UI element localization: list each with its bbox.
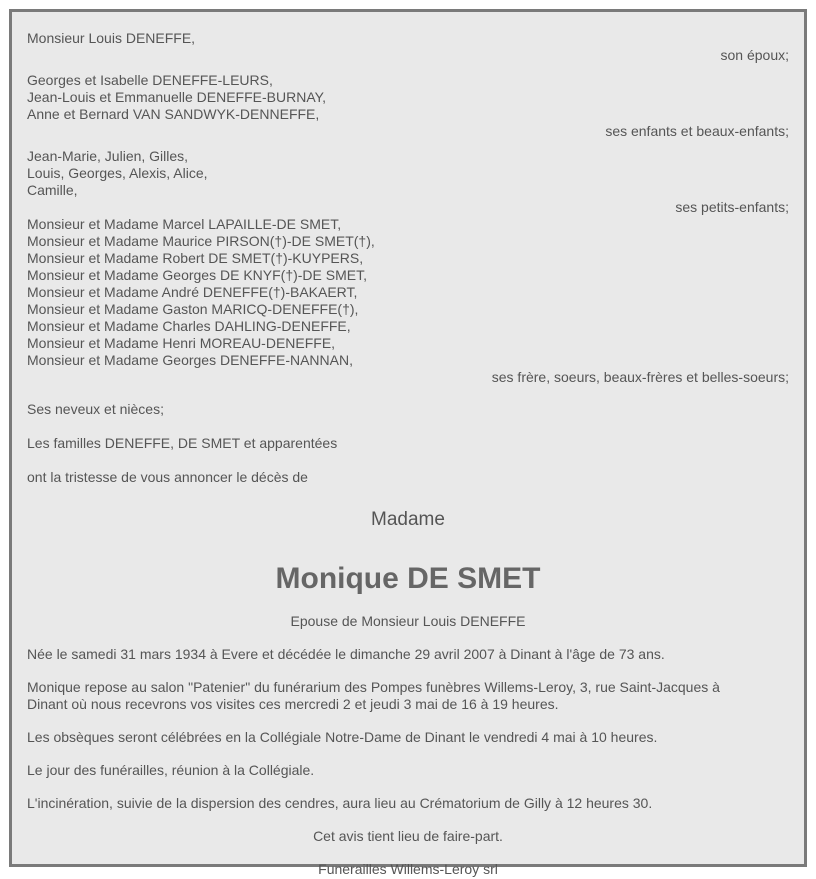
notice-content	[27, 30, 789, 878]
sibling-name: Monsieur et Madame Robert DE SMET(†)-KUYPERS,	[27, 250, 364, 266]
grandchild-names: Camille,	[27, 182, 78, 198]
repose-line: Monique repose au salon "Patenier" du funérarium des Pompes funèbres Willems-Leroy, 3, rue Saint-Jacques à	[27, 679, 720, 695]
obseques-line: Les obsèques seront célébrées en la Collégiale Notre-Dame de Dinant le vendredi 4 mai à 10 heures.	[27, 729, 658, 745]
spouse-section	[27, 30, 789, 64]
repose-line: Dinant où nous recevrons vos visites ces mercredi 2 et jeudi 3 mai de 16 à 19 heures.	[27, 696, 559, 712]
sibling-name: Monsieur et Madame Marcel LAPAILLE-DE SMET,	[27, 216, 342, 232]
children-section	[27, 72, 789, 140]
child-name: Jean-Louis et Emmanuelle DENEFFE-BURNAY,	[27, 89, 327, 105]
spouse-of-line: Epouse de Monsieur Louis DENEFFE	[290, 613, 526, 629]
grandchild-names: Louis, Georges, Alexis, Alice,	[27, 165, 208, 181]
birth-death-line: Née le samedi 31 mars 1934 à Evere et décédée le dimanche 29 avril 2007 à Dinant à l'âge de 73 ans.	[27, 646, 665, 662]
incineration-line: L'incinération, suivie de la dispersion des cendres, aura lieu au Crématorium de Gilly à 12 heures 30.	[27, 795, 653, 811]
grandchild-names: Jean-Marie, Julien, Gilles,	[27, 148, 189, 164]
sibling-name: Monsieur et Madame Maurice PIRSON(†)-DE SMET(†),	[27, 233, 375, 249]
sibling-name: Monsieur et Madame Georges DE KNYF(†)-DE SMET,	[27, 267, 367, 283]
sibling-name: Monsieur et Madame André DENEFFE(†)-BAKAERT,	[27, 284, 358, 300]
grandchildren-relation: ses petits-enfants;	[675, 199, 789, 215]
siblings-relation: ses frère, soeurs, beaux-frères et belles-soeurs;	[491, 369, 789, 385]
spouse-name: Monsieur Louis DENEFFE,	[27, 30, 196, 46]
families-line: Les familles DENEFFE, DE SMET et apparentées	[27, 435, 338, 451]
obituary-notice	[9, 9, 807, 877]
repose-paragraph	[27, 679, 789, 713]
children-relation: ses enfants et beaux-enfants;	[605, 123, 789, 139]
nephews-line: Ses neveux et nièces;	[27, 401, 164, 417]
sibling-name: Monsieur et Madame Henri MOREAU-DENEFFE,	[27, 335, 336, 351]
siblings-section	[27, 216, 789, 386]
sibling-name: Monsieur et Madame Georges DENEFFE-NANNAN,	[27, 352, 353, 368]
child-name: Georges et Isabelle DENEFFE-LEURS,	[27, 72, 273, 88]
spouse-relation: son époux;	[720, 47, 789, 63]
faire-part-line: Cet avis tient lieu de faire-part.	[313, 828, 503, 844]
deceased-title: Madame	[371, 509, 445, 530]
sibling-name: Monsieur et Madame Gaston MARICQ-DENEFFE(†),	[27, 301, 359, 317]
funeral-home-line: Funerailles Willems-Leroy srl	[318, 861, 498, 877]
grandchildren-section	[27, 148, 789, 216]
child-name: Anne et Bernard VAN SANDWYK-DENNEFFE,	[27, 106, 320, 122]
intro-line: ont la tristesse de vous annoncer le décès de	[27, 469, 308, 485]
reunion-line: Le jour des funérailles, réunion à la Collégiale.	[27, 762, 315, 778]
deceased-name: Monique DE SMET	[275, 562, 541, 595]
sibling-name: Monsieur et Madame Charles DAHLING-DENEFFE,	[27, 318, 351, 334]
